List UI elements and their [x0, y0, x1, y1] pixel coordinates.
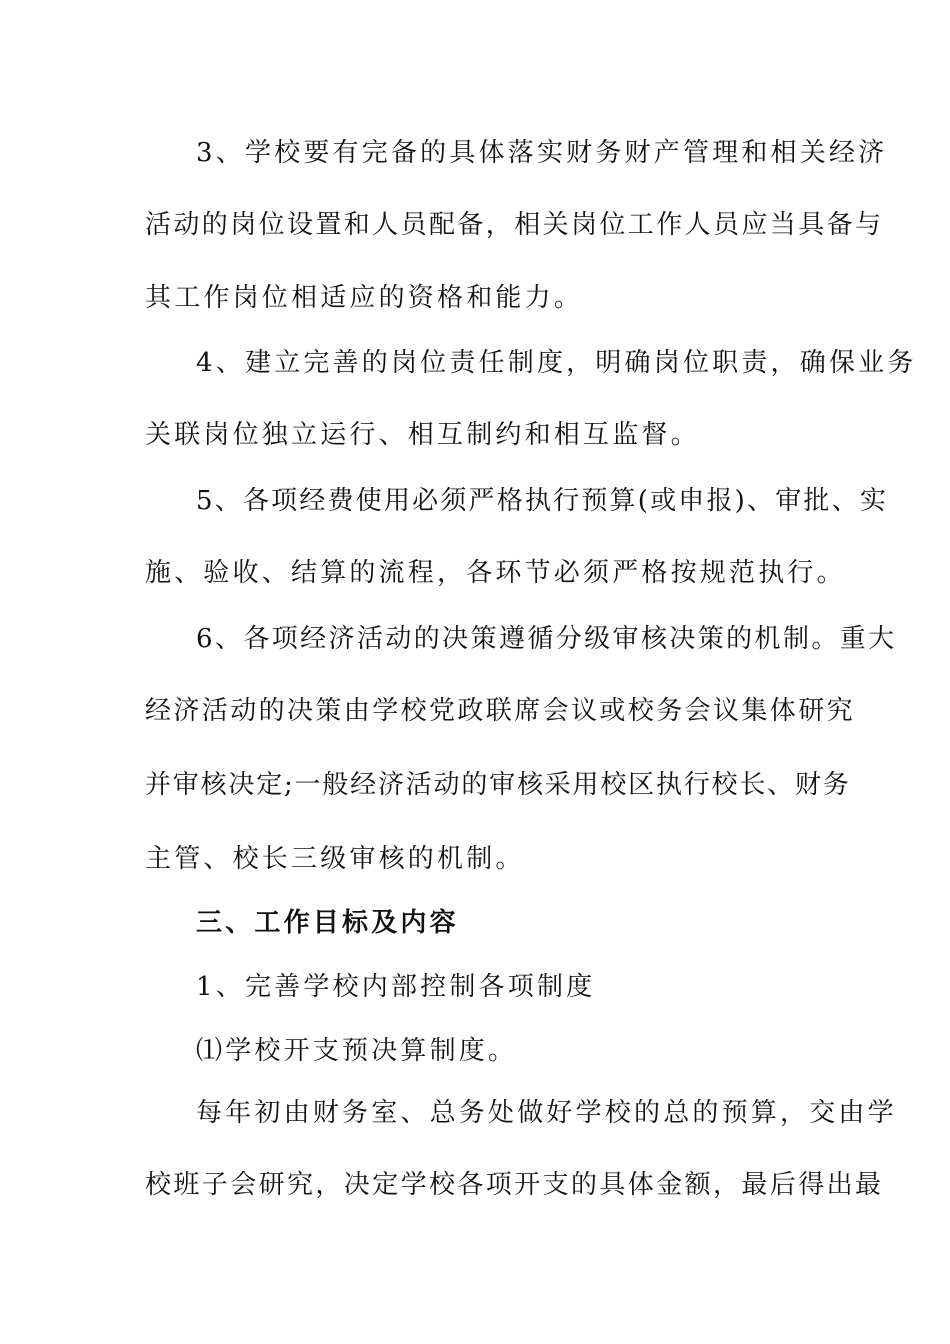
paragraph-line: 5、各项经费使用必须严格执行预算(或申报)、审批、实 [196, 486, 889, 516]
paragraph-line: 3、学校要有完备的具体落实财务财产管理和相关经济 [196, 138, 888, 168]
paragraph-line: 施、验收、结算的流程，各环节必须严格按规范执行。 [145, 558, 846, 588]
paragraph-line: 活动的岗位设置和人员配备，相关岗位工作人员应当具备与 [145, 210, 884, 240]
section-heading: 三、工作目标及内容 [196, 908, 459, 938]
paragraph-line: 每年初由财务室、总务处做好学校的总的预算，交由学 [196, 1098, 897, 1128]
paragraph-line: 其工作岗位相适应的资格和能力。 [145, 283, 584, 313]
paragraph-line: 校班子会研究，决定学校各项开支的具体金额，最后得出最 [145, 1170, 884, 1200]
paragraph-line: 经济活动的决策由学校党政联席会议或校务会议集体研究 [145, 696, 856, 726]
subsection-item: ⑴学校开支预决算制度。 [196, 1036, 518, 1066]
paragraph-line: 并审核决定;一般经济活动的审核采用校区执行校长、财务 [145, 770, 851, 800]
paragraph-line: 主管、校长三级审核的机制。 [145, 844, 525, 874]
paragraph-line: 关联岗位独立运行、相互制约和相互监督。 [145, 420, 700, 450]
paragraph-line: 4、建立完善的岗位责任制度，明确岗位职责，确保业务 [196, 348, 917, 378]
subsection-heading: 1、完善学校内部控制各项制度 [196, 972, 596, 1002]
paragraph-line: 6、各项经济活动的决策遵循分级审核决策的机制。重大 [196, 624, 897, 654]
